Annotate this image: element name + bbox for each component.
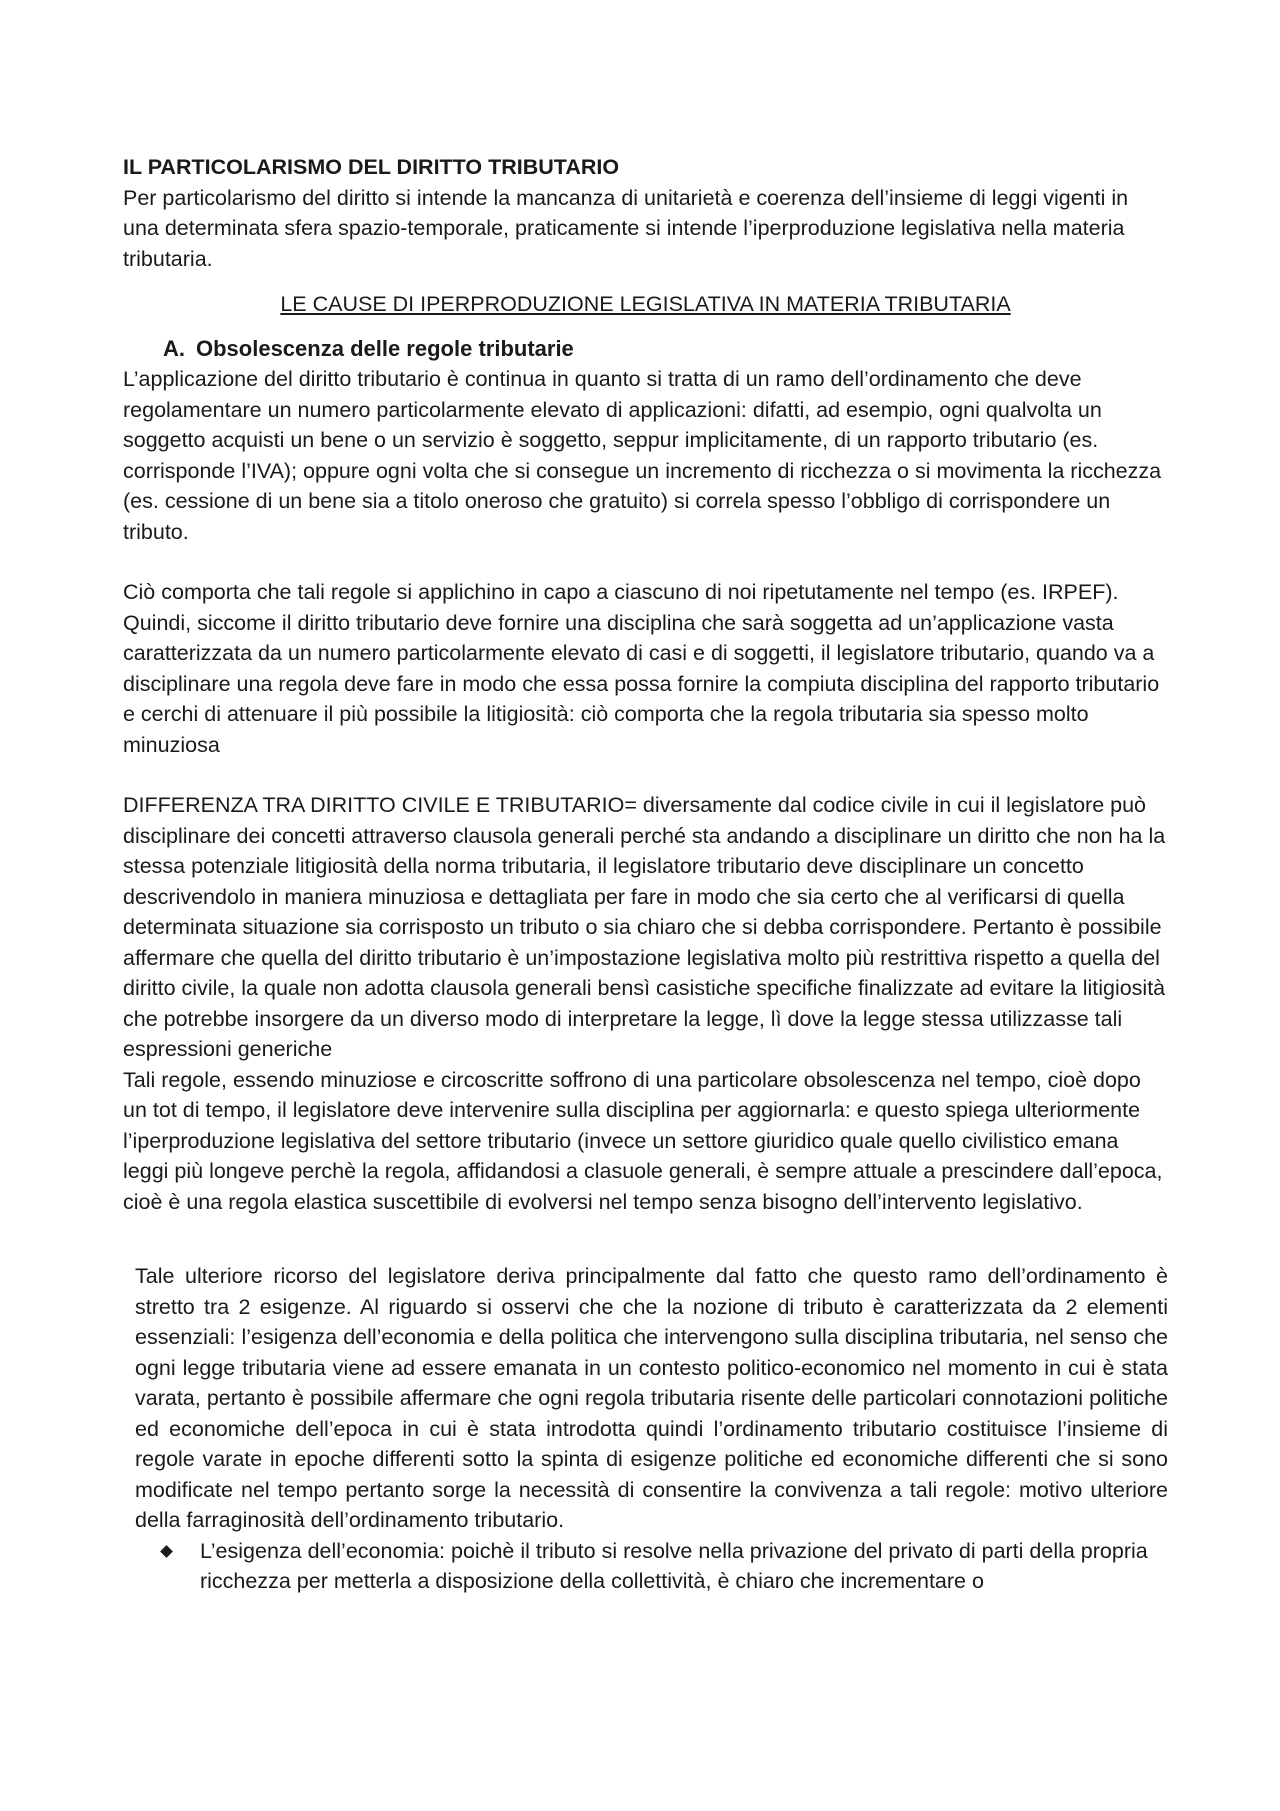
paragraph-tale-ulteriore: Tale ulteriore ricorso del legislatore deriva principalmente dal fatto che questo ramo dell’ordinamento è stretto tra 2 esigenze. Al riguardo si osservi che che la nozione di tributo è caratterizzata da 2 elementi essenziali: l’esigenza dell’economia e della politica che intervengono sulla disciplina tributaria, nel senso che ogni legge tributaria viene ad essere emanata in un contesto politico-economico nel momento in cui è stata varata, pertanto è possibile affermare che ogni regola tributaria risente delle particolari connotazioni politiche ed economiche dell’epoca in cui è stata introdotta quindi l’ordinamento tributario costituisce l’insieme di regole varate in epoche differenti sotto la spinta di esigenze politiche ed economiche differenti che si sono modificate nel tempo pertanto sorge la necessità di consentire la convivenza a tali regole: motivo ulteriore della farraginosità dell’ordinamento tributario.	[135, 1264, 1168, 1532]
paragraph-tali-regole: Tali regole, essendo minuziose e circoscritte soffrono di una particolare obsolescenza nel tempo, cioè dopo un tot di tempo, il legislatore deve intervenire sulla disciplina per aggiornarla: e questo spiega ulteriormente l’iperproduzione legislativa del settore tributario (invece un settore giuridico quale quello civilistico emana leggi più longeve perchè la regola, affidandosi a clasuole generali, è sempre attuale a prescindere dall’epoca, cioè è una regola elastica suscettibile di evolversi nel tempo senza bisogno dell’intervento legislativo.	[123, 1067, 1163, 1214]
paragraph-cio-comporta: Ciò comporta che tali regole si applichino in capo a ciascuno di noi ripetutamente nel tempo (es. IRPEF). Quindi, siccome il diritto tributario deve fornire una disciplina che sarà soggetta ad un’applicazione vasta caratterizzata da un numero particolarmente elevato di casi e di soggetti, il legislatore tributario, quando va a disciplinare una regola deve fare in modo che essa possa fornire la compiuta disciplina del rapporto tributario e cerchi di attenuare il più possibile la litigiosità: ciò comporta che la regola tributaria sia spesso molto minuziosa	[123, 580, 1160, 757]
paragraph-gap	[123, 547, 1168, 577]
list-item	[160, 1536, 1168, 1597]
section-a-letter: A.	[163, 335, 185, 361]
document-title: IL PARTICOLARISMO DEL DIRITTO TRIBUTARIO	[123, 155, 620, 179]
section-a-title: Obsolescenza delle regole tributarie	[196, 335, 574, 361]
paragraph-gap	[123, 1217, 1168, 1261]
paragraph-differenza: DIFFERENZA TRA DIRITTO CIVILE E TRIBUTARIO= diversamente dal codice civile in cui il legislatore può disciplinare dei concetti attraverso clausola generali perché sta andando a disciplinare un diritto che non ha la stessa potenziale litigiosità della norma tributaria, il legislatore tributario deve disciplinare un concetto descrivendolo in maniera minuziosa e dettagliata per fare in modo che sia certo che al verificarsi di quella determinata situazione sia corrisposto un tributo o sia chiaro che si debba corrispondere. Pertanto è possibile affermare che quella del diritto tributario è un’impostazione legislativa molto più restrittiva rispetto a quella del diritto civile, la quale non adotta clausola generali bensì casistiche specifiche finalizzate ad evitare la litigiosità che potrebbe insorgere da un diverso modo di interpretare la legge, lì dove la legge stessa utilizzasse tali espressioni generiche	[123, 793, 1166, 1061]
bullet-list	[123, 1536, 1168, 1597]
intro-paragraph: Per particolarismo del diritto si intende la mancanza di unitarietà e coerenza dell’insieme di leggi vigenti in una determinata sfera spazio-temporale, praticamente si intende l’iperproduzione legislativa nella materia tributaria.	[123, 185, 1129, 271]
diamond-bullet-icon	[160, 1545, 173, 1558]
list-item-text: L’esigenza dell’economia: poichè il tributo si resolve nella privazione del privato di parti della propria ricchezza per metterla a disposizione della collettività, è chiaro che incrementare o	[200, 1538, 1148, 1593]
section-main-heading: LE CAUSE DI IPERPRODUZIONE LEGISLATIVA IN MATERIA TRIBUTARIA	[280, 292, 1011, 316]
document-page	[123, 152, 1168, 1597]
paragraph-applicazione: L’applicazione del diritto tributario è continua in quanto si tratta di un ramo dell’ordinamento che deve regolamentare un numero particolarmente elevato di applicazioni: difatti, ad esempio, ogni qualvolta un soggetto acquisti un bene o un servizio è soggetto, seppur implicitamente, di un rapporto tributario (es. corrisponde l’IVA); oppure ogni volta che si consegue un incremento di ricchezza o si movimenta la ricchezza (es. cessione di un bene sia a titolo oneroso che gratuito) si correla spesso l’obbligo di corrispondere un tributo.	[123, 367, 1162, 544]
section-a-heading	[123, 334, 1168, 365]
paragraph-gap	[123, 760, 1168, 790]
